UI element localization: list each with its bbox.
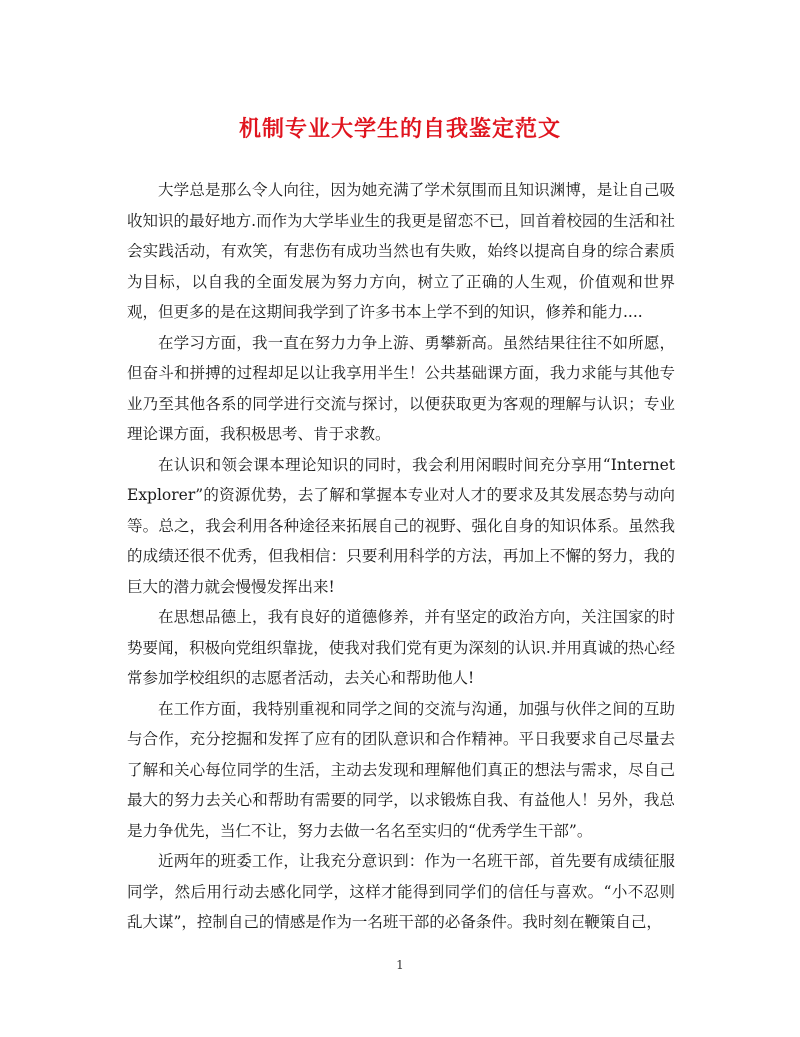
- paragraph-intro: 大学总是那么令人向往，因为她充满了学术氛围而且知识渊博，是让自己吸收知识的最好地方.而作为大学毕业生的我更是留恋不已，回首着校园的生活和社会实践活动，有欢笑，有悲伤有成功当然也有失败，始终以提高自身的综合素质为目标，以自我的全面发展为努力方向，树立了正确的人生观，价值观和世界观，但更多的是在这期间我学到了许多书本上学不到的知识，修养和能力....: [127, 181, 675, 321]
- document-body: [127, 175, 675, 938]
- paragraph-class-committee: 近两年的班委工作，让我充分意识到：作为一名班干部，首先要有成绩征服同学，然后用行动去感化同学，这样才能得到同学们的信任与喜欢。“小不忍则乱大谋”，控制自己的情感是作为一名班干部的必备条件。我时刻在鞭策自己，: [127, 852, 675, 931]
- paragraph-work: 在工作方面，我特别重视和同学之间的交流与沟通，加强与伙伴之间的互助与合作，充分挖掘和发挥了应有的团队意识和合作精神。平日我要求自己尽量去了解和关心每位同学的生活，主动去发现和理解他们真正的想法与需求，尽自己最大的努力去关心和帮助有需要的同学，以求锻炼自我、有益他人！另外，我总是力争优先，当仁不让，努力去做一名名至实归的“优秀学生干部”。: [127, 699, 675, 840]
- paragraph-study: 在学习方面，我一直在努力力争上游、勇攀新高。虽然结果往往不如所愿，但奋斗和拼搏的过程却足以让我享用半生！公共基础课方面，我力求能与其他专业乃至其他各系的同学进行交流与探讨，以便获取更为客观的理解与认识；专业理论课方面，我积极思考、肯于求教。: [127, 333, 675, 443]
- document-title: 机制专业大学生的自我鉴定范文: [238, 117, 561, 142]
- page-number: 1: [396, 958, 404, 972]
- paragraph-knowledge: 在认识和领会课本理论知识的同时，我会利用闲暇时间充分享用“Internet Explorer”的资源优势，去了解和掌握本专业对人才的要求及其发展态势与动向等。总之，我会利用各种途径来拓展自己的视野、强化自身的知识体系。虽然我的成绩还很不优秀，但我相信：只要利用科学的方法，再加上不懈的努力，我的巨大的潜力就会慢慢发挥出来!: [127, 455, 675, 596]
- paragraph-morality: 在思想品德上，我有良好的道德修养，并有坚定的政治方向，关注国家的时势要闻，积极向党组织靠拢，使我对我们党有更为深刻的认识.并用真诚的热心经常参加学校组织的志愿者活动，去关心和帮助他人!: [127, 608, 675, 687]
